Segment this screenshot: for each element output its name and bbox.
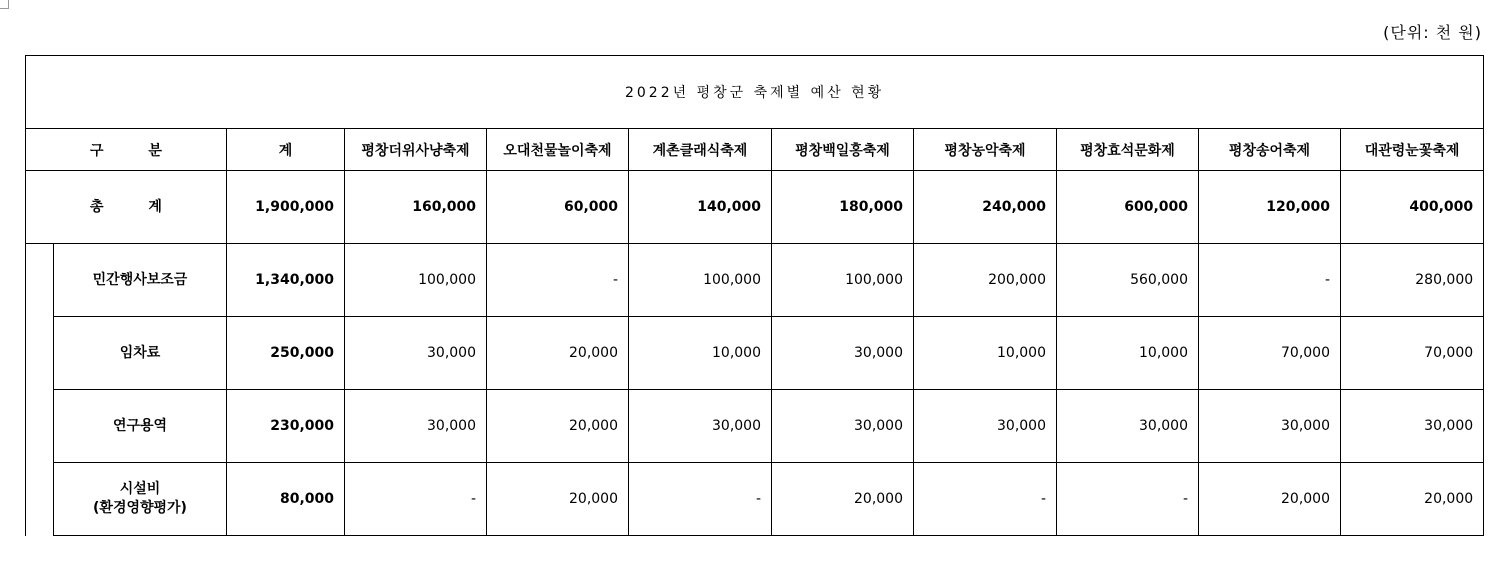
table-row [26, 244, 1484, 317]
table-title: 2022년 평창군 축제별 예산 현황 [26, 56, 1484, 129]
row-value: 30,000 [914, 390, 1057, 463]
row-value: 20,000 [772, 463, 914, 536]
header-festival: 평창더위사냥축제 [345, 129, 487, 171]
indent-cell [26, 463, 54, 536]
row-sum: 250,000 [227, 317, 345, 390]
row-value: 70,000 [1341, 317, 1484, 390]
header-festival: 오대천물놀이축제 [487, 129, 629, 171]
budget-table [25, 55, 1484, 536]
total-row [26, 171, 1484, 244]
row-value: - [1199, 244, 1341, 317]
header-row [26, 129, 1484, 171]
header-festival: 평창백일홍축제 [772, 129, 914, 171]
row-value: 100,000 [772, 244, 914, 317]
row-value: 10,000 [629, 317, 772, 390]
row-value: - [345, 463, 487, 536]
row-sum: 80,000 [227, 463, 345, 536]
indent-cell [26, 317, 54, 390]
row-value: 560,000 [1057, 244, 1199, 317]
table-row [26, 317, 1484, 390]
title-row [26, 56, 1484, 129]
row-label: 시설비 (환경영향평가) [54, 463, 227, 536]
unit-label: (단위: 천 원) [1383, 23, 1482, 42]
row-sum: 1,340,000 [227, 244, 345, 317]
row-value: - [629, 463, 772, 536]
row-value: 20,000 [1199, 463, 1341, 536]
total-row-sum: 1,900,000 [227, 171, 345, 244]
row-value: 20,000 [487, 463, 629, 536]
row-value: 100,000 [629, 244, 772, 317]
row-value: 70,000 [1199, 317, 1341, 390]
total-row-value: 120,000 [1199, 171, 1341, 244]
header-category: 구 분 [26, 129, 227, 171]
row-value: 30,000 [629, 390, 772, 463]
row-value: 20,000 [1341, 463, 1484, 536]
row-value: 30,000 [772, 317, 914, 390]
row-label: 민간행사보조금 [54, 244, 227, 317]
table-row [26, 390, 1484, 463]
row-value: - [487, 244, 629, 317]
total-row-value: 140,000 [629, 171, 772, 244]
header-festival: 계촌클래식축제 [629, 129, 772, 171]
row-value: 30,000 [345, 390, 487, 463]
total-row-value: 180,000 [772, 171, 914, 244]
row-value: 200,000 [914, 244, 1057, 317]
row-value: 30,000 [1341, 390, 1484, 463]
indent-cell [26, 244, 54, 317]
row-value: 20,000 [487, 317, 629, 390]
header-festival: 평창농악축제 [914, 129, 1057, 171]
row-value: - [1057, 463, 1199, 536]
total-row-label: 총 계 [26, 171, 227, 244]
total-row-value: 600,000 [1057, 171, 1199, 244]
header-festival: 대관령눈꽃축제 [1341, 129, 1484, 171]
table-row [26, 463, 1484, 536]
row-label: 임차료 [54, 317, 227, 390]
header-total: 계 [227, 129, 345, 171]
row-value: 10,000 [1057, 317, 1199, 390]
indent-cell [26, 390, 54, 463]
row-label: 연구용역 [54, 390, 227, 463]
total-row-value: 160,000 [345, 171, 487, 244]
row-value: 100,000 [345, 244, 487, 317]
row-value: 10,000 [914, 317, 1057, 390]
row-value: 30,000 [1199, 390, 1341, 463]
row-value: 30,000 [1057, 390, 1199, 463]
header-festival: 평창송어축제 [1199, 129, 1341, 171]
row-value: 280,000 [1341, 244, 1484, 317]
total-row-value: 60,000 [487, 171, 629, 244]
row-sum: 230,000 [227, 390, 345, 463]
row-value: 20,000 [487, 390, 629, 463]
total-row-value: 240,000 [914, 171, 1057, 244]
row-value: - [914, 463, 1057, 536]
row-value: 30,000 [772, 390, 914, 463]
header-festival: 평창효석문화제 [1057, 129, 1199, 171]
page-corner-mark [0, 0, 9, 9]
row-value: 30,000 [345, 317, 487, 390]
total-row-value: 400,000 [1341, 171, 1484, 244]
